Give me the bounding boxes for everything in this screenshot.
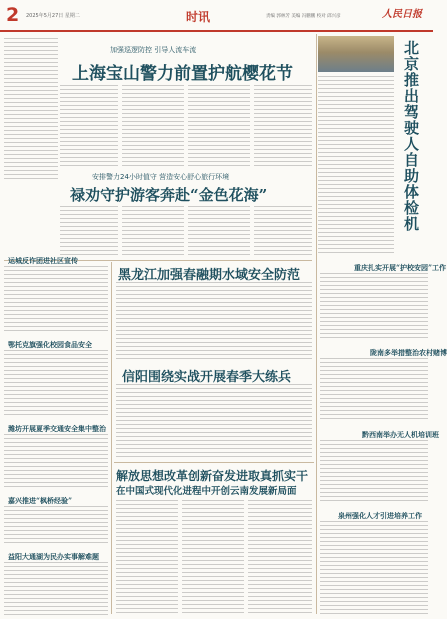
lead-body-col-1 [60, 85, 118, 169]
left-item-4-heading: 嘉兴推进“枫桥经验” [8, 496, 73, 505]
left-item-5-heading: 益阳大通湖为民办实事解难题 [8, 552, 99, 561]
second-kicker: 安排警力24小时值守 营造安心舒心旅行环境 [92, 173, 230, 181]
right-item-4-body [320, 521, 428, 615]
second-body-col-4 [254, 206, 312, 256]
right-item-2-heading: 陇南多举措整治农村赌博 [370, 348, 447, 357]
section-title: 时讯 [186, 10, 211, 24]
center-headline-3-line-2: 在中国式现代化进程中开创云南发展新局面 [116, 486, 297, 497]
left-top-body [4, 38, 58, 182]
right-item-4-heading: 泉州强化人才引进培养工作 [338, 511, 422, 520]
newspaper-logo: 人民日报 [382, 9, 422, 20]
right-item-3-body [320, 440, 428, 502]
center-body-1 [116, 282, 312, 362]
divider [114, 462, 314, 463]
right-headline: 北京推出驾驶人自助体检机 [402, 40, 420, 232]
center-headline-2: 信阳围绕实战开展春季大练兵 [122, 370, 292, 385]
center-headline-1: 黑龙江加强春融期水域安全防范 [118, 268, 301, 283]
lead-body-col-3 [188, 85, 250, 169]
right-item-1-heading: 重庆扎实开展“护校安园”工作 [354, 263, 447, 272]
center-headline-3-line-1: 解放思想改革创新奋发进取真抓实干 [116, 469, 309, 483]
left-item-2-body [4, 350, 108, 418]
left-item-4-body [4, 506, 108, 546]
right-item-1-body [320, 273, 428, 341]
left-item-1-body [4, 266, 108, 334]
left-item-2-heading: 鄂托克旗强化校园食品安全 [8, 340, 92, 349]
second-body-col-3 [188, 206, 250, 256]
center-body-3-col-1 [116, 500, 178, 614]
left-item-3-heading: 潍坊开展夏季交通安全集中整治 [8, 424, 106, 433]
publication-date: 2025年5月27日 星期二 [26, 13, 80, 19]
second-headline: 禄劝守护游客奔赴“金色花海” [70, 186, 268, 204]
left-item-1-heading: 运城反诈团进社区宣传 [8, 256, 78, 265]
column-rule [111, 262, 112, 614]
center-body-3-col-3 [248, 500, 312, 614]
editor-credits: 责编 郭林芳 美编 冯鹏鹏 校对 邱兴彦 [266, 14, 341, 19]
news-photo [318, 36, 394, 72]
center-body-3-col-2 [182, 500, 244, 614]
left-item-3-body [4, 434, 108, 490]
right-item-2-body [320, 358, 428, 420]
second-body-col-1 [60, 206, 118, 256]
masthead [0, 0, 433, 32]
right-body-col-1 [318, 76, 394, 256]
page-number: 2 [6, 4, 20, 26]
second-body-col-2 [122, 206, 184, 256]
left-item-5-body [4, 562, 108, 616]
center-body-2 [116, 384, 312, 458]
column-rule [316, 34, 317, 614]
lead-body-col-4 [254, 85, 312, 169]
lead-headline: 上海宝山警力前置护航樱花节 [72, 64, 293, 84]
lead-kicker: 加强巡逻防控 引导人流车流 [110, 46, 197, 54]
lead-body-col-2 [122, 85, 184, 169]
right-item-3-heading: 黔西南举办无人机培训班 [362, 430, 439, 439]
